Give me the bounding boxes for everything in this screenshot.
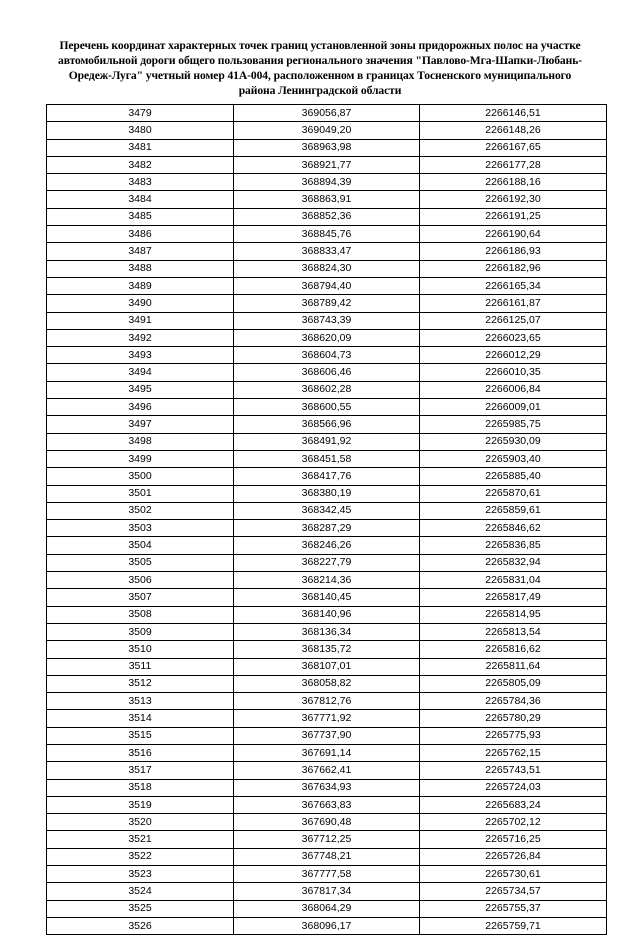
point-number-cell: 3518 [47, 779, 234, 796]
x-coordinate-cell: 368606,46 [234, 364, 420, 381]
y-coordinate-cell: 2266023,65 [420, 329, 607, 346]
y-coordinate-cell: 2265734,57 [420, 883, 607, 900]
x-coordinate-cell: 368602,28 [234, 381, 420, 398]
table-row [47, 727, 607, 744]
x-coordinate-cell: 368342,45 [234, 502, 420, 519]
y-coordinate-cell: 2265814,95 [420, 606, 607, 623]
table-row [47, 312, 607, 329]
x-coordinate-cell: 368214,36 [234, 572, 420, 589]
table-row [47, 260, 607, 277]
y-coordinate-cell: 2265716,25 [420, 831, 607, 848]
y-coordinate-cell: 2265759,71 [420, 917, 607, 934]
x-coordinate-cell: 367817,34 [234, 883, 420, 900]
table-row [47, 814, 607, 831]
point-number-cell: 3516 [47, 744, 234, 761]
table-row [47, 226, 607, 243]
table-row [47, 554, 607, 571]
table-row [47, 122, 607, 139]
x-coordinate-cell: 368894,39 [234, 174, 420, 191]
y-coordinate-cell: 2265805,09 [420, 675, 607, 692]
table-row [47, 831, 607, 848]
point-number-cell: 3512 [47, 675, 234, 692]
x-coordinate-cell: 368135,72 [234, 641, 420, 658]
point-number-cell: 3493 [47, 347, 234, 364]
point-number-cell: 3482 [47, 156, 234, 173]
coordinates-table-body [47, 105, 607, 935]
x-coordinate-cell: 368604,73 [234, 347, 420, 364]
table-row [47, 658, 607, 675]
y-coordinate-cell: 2265755,37 [420, 900, 607, 917]
y-coordinate-cell: 2266009,01 [420, 399, 607, 416]
x-coordinate-cell: 368852,36 [234, 208, 420, 225]
y-coordinate-cell: 2265683,24 [420, 796, 607, 813]
y-coordinate-cell: 2266191,25 [420, 208, 607, 225]
table-row [47, 589, 607, 606]
point-number-cell: 3501 [47, 485, 234, 502]
point-number-cell: 3500 [47, 468, 234, 485]
x-coordinate-cell: 367663,83 [234, 796, 420, 813]
document-title [40, 38, 600, 98]
y-coordinate-cell: 2266186,93 [420, 243, 607, 260]
coordinates-table [46, 104, 607, 935]
y-coordinate-cell: 2265831,04 [420, 572, 607, 589]
y-coordinate-cell: 2265859,61 [420, 502, 607, 519]
y-coordinate-cell: 2266148,26 [420, 122, 607, 139]
x-coordinate-cell: 367691,14 [234, 744, 420, 761]
y-coordinate-cell: 2265775,93 [420, 727, 607, 744]
table-row [47, 468, 607, 485]
table-row [47, 416, 607, 433]
table-row [47, 243, 607, 260]
x-coordinate-cell: 368921,77 [234, 156, 420, 173]
y-coordinate-cell: 2266190,64 [420, 226, 607, 243]
point-number-cell: 3488 [47, 260, 234, 277]
y-coordinate-cell: 2266182,96 [420, 260, 607, 277]
x-coordinate-cell: 368058,82 [234, 675, 420, 692]
x-coordinate-cell: 368833,47 [234, 243, 420, 260]
point-number-cell: 3480 [47, 122, 234, 139]
title-line: Перечень координат характерных точек границ установленной зоны придорожных полос на участке [59, 39, 581, 52]
y-coordinate-cell: 2265836,85 [420, 537, 607, 554]
x-coordinate-cell: 368789,42 [234, 295, 420, 312]
point-number-cell: 3526 [47, 917, 234, 934]
table-row [47, 641, 607, 658]
y-coordinate-cell: 2265817,49 [420, 589, 607, 606]
y-coordinate-cell: 2266010,35 [420, 364, 607, 381]
y-coordinate-cell: 2265832,94 [420, 554, 607, 571]
point-number-cell: 3503 [47, 520, 234, 537]
table-row [47, 450, 607, 467]
table-row [47, 485, 607, 502]
y-coordinate-cell: 2265985,75 [420, 416, 607, 433]
point-number-cell: 3494 [47, 364, 234, 381]
table-row [47, 433, 607, 450]
table-row [47, 537, 607, 554]
table-row [47, 883, 607, 900]
y-coordinate-cell: 2266146,51 [420, 105, 607, 122]
point-number-cell: 3513 [47, 693, 234, 710]
table-row [47, 900, 607, 917]
y-coordinate-cell: 2265903,40 [420, 450, 607, 467]
y-coordinate-cell: 2265743,51 [420, 762, 607, 779]
y-coordinate-cell: 2265726,84 [420, 848, 607, 865]
y-coordinate-cell: 2266012,29 [420, 347, 607, 364]
point-number-cell: 3483 [47, 174, 234, 191]
x-coordinate-cell: 368824,30 [234, 260, 420, 277]
point-number-cell: 3486 [47, 226, 234, 243]
y-coordinate-cell: 2265816,62 [420, 641, 607, 658]
point-number-cell: 3491 [47, 312, 234, 329]
table-row [47, 520, 607, 537]
y-coordinate-cell: 2265762,15 [420, 744, 607, 761]
table-row [47, 191, 607, 208]
point-number-cell: 3496 [47, 399, 234, 416]
point-number-cell: 3479 [47, 105, 234, 122]
point-number-cell: 3514 [47, 710, 234, 727]
x-coordinate-cell: 369049,20 [234, 122, 420, 139]
y-coordinate-cell: 2265724,03 [420, 779, 607, 796]
table-row [47, 693, 607, 710]
x-coordinate-cell: 368107,01 [234, 658, 420, 675]
point-number-cell: 3497 [47, 416, 234, 433]
point-number-cell: 3510 [47, 641, 234, 658]
title-line: района Ленинградской области [238, 84, 402, 97]
table-row [47, 917, 607, 934]
x-coordinate-cell: 368096,17 [234, 917, 420, 934]
y-coordinate-cell: 2265784,36 [420, 693, 607, 710]
x-coordinate-cell: 368600,55 [234, 399, 420, 416]
x-coordinate-cell: 368136,34 [234, 623, 420, 640]
x-coordinate-cell: 367777,58 [234, 866, 420, 883]
table-row [47, 502, 607, 519]
point-number-cell: 3505 [47, 554, 234, 571]
table-row [47, 675, 607, 692]
point-number-cell: 3504 [47, 537, 234, 554]
y-coordinate-cell: 2265780,29 [420, 710, 607, 727]
table-row [47, 347, 607, 364]
x-coordinate-cell: 368451,58 [234, 450, 420, 467]
x-coordinate-cell: 368064,29 [234, 900, 420, 917]
x-coordinate-cell: 367748,21 [234, 848, 420, 865]
point-number-cell: 3492 [47, 329, 234, 346]
point-number-cell: 3484 [47, 191, 234, 208]
table-row [47, 572, 607, 589]
y-coordinate-cell: 2266177,28 [420, 156, 607, 173]
x-coordinate-cell: 368140,96 [234, 606, 420, 623]
x-coordinate-cell: 367690,48 [234, 814, 420, 831]
point-number-cell: 3524 [47, 883, 234, 900]
y-coordinate-cell: 2265811,64 [420, 658, 607, 675]
table-row [47, 329, 607, 346]
title-line: Оредеж-Луга" учетный номер 41А-004, расположенном в границах Тосненского муниципального [68, 69, 572, 82]
y-coordinate-cell: 2266006,84 [420, 381, 607, 398]
y-coordinate-cell: 2265870,61 [420, 485, 607, 502]
point-number-cell: 3495 [47, 381, 234, 398]
point-number-cell: 3489 [47, 277, 234, 294]
x-coordinate-cell: 368287,29 [234, 520, 420, 537]
x-coordinate-cell: 369056,87 [234, 105, 420, 122]
point-number-cell: 3487 [47, 243, 234, 260]
table-row [47, 399, 607, 416]
x-coordinate-cell: 367771,92 [234, 710, 420, 727]
x-coordinate-cell: 368140,45 [234, 589, 420, 606]
table-row [47, 762, 607, 779]
point-number-cell: 3525 [47, 900, 234, 917]
point-number-cell: 3481 [47, 139, 234, 156]
point-number-cell: 3498 [47, 433, 234, 450]
x-coordinate-cell: 368417,76 [234, 468, 420, 485]
table-row [47, 277, 607, 294]
table-row [47, 866, 607, 883]
table-row [47, 295, 607, 312]
y-coordinate-cell: 2266165,34 [420, 277, 607, 294]
x-coordinate-cell: 367662,41 [234, 762, 420, 779]
table-row [47, 623, 607, 640]
table-row [47, 796, 607, 813]
point-number-cell: 3521 [47, 831, 234, 848]
table-row [47, 364, 607, 381]
x-coordinate-cell: 368743,39 [234, 312, 420, 329]
y-coordinate-cell: 2265813,54 [420, 623, 607, 640]
y-coordinate-cell: 2265846,62 [420, 520, 607, 537]
point-number-cell: 3508 [47, 606, 234, 623]
point-number-cell: 3506 [47, 572, 234, 589]
point-number-cell: 3519 [47, 796, 234, 813]
table-row [47, 744, 607, 761]
table-row [47, 779, 607, 796]
x-coordinate-cell: 368963,98 [234, 139, 420, 156]
point-number-cell: 3523 [47, 866, 234, 883]
point-number-cell: 3499 [47, 450, 234, 467]
point-number-cell: 3511 [47, 658, 234, 675]
point-number-cell: 3515 [47, 727, 234, 744]
table-row [47, 606, 607, 623]
point-number-cell: 3485 [47, 208, 234, 225]
title-line: автомобильной дороги общего пользования регионального значения "Павлово-Мга-Шапки-Любань- [58, 54, 582, 67]
y-coordinate-cell: 2265885,40 [420, 468, 607, 485]
point-number-cell: 3507 [47, 589, 234, 606]
point-number-cell: 3502 [47, 502, 234, 519]
point-number-cell: 3520 [47, 814, 234, 831]
x-coordinate-cell: 368380,19 [234, 485, 420, 502]
table-row [47, 139, 607, 156]
point-number-cell: 3490 [47, 295, 234, 312]
table-row [47, 381, 607, 398]
x-coordinate-cell: 368620,09 [234, 329, 420, 346]
x-coordinate-cell: 368227,79 [234, 554, 420, 571]
x-coordinate-cell: 368794,40 [234, 277, 420, 294]
point-number-cell: 3517 [47, 762, 234, 779]
x-coordinate-cell: 367712,25 [234, 831, 420, 848]
y-coordinate-cell: 2266192,30 [420, 191, 607, 208]
table-row [47, 848, 607, 865]
x-coordinate-cell: 368491,92 [234, 433, 420, 450]
y-coordinate-cell: 2266161,87 [420, 295, 607, 312]
y-coordinate-cell: 2266125,07 [420, 312, 607, 329]
x-coordinate-cell: 368566,96 [234, 416, 420, 433]
x-coordinate-cell: 367737,90 [234, 727, 420, 744]
y-coordinate-cell: 2265730,61 [420, 866, 607, 883]
x-coordinate-cell: 368246,26 [234, 537, 420, 554]
x-coordinate-cell: 368845,76 [234, 226, 420, 243]
table-row [47, 156, 607, 173]
x-coordinate-cell: 367634,93 [234, 779, 420, 796]
x-coordinate-cell: 367812,76 [234, 693, 420, 710]
y-coordinate-cell: 2265930,09 [420, 433, 607, 450]
y-coordinate-cell: 2266188,16 [420, 174, 607, 191]
table-row [47, 208, 607, 225]
point-number-cell: 3522 [47, 848, 234, 865]
table-row [47, 174, 607, 191]
y-coordinate-cell: 2265702,12 [420, 814, 607, 831]
table-row [47, 105, 607, 122]
x-coordinate-cell: 368863,91 [234, 191, 420, 208]
table-row [47, 710, 607, 727]
y-coordinate-cell: 2266167,65 [420, 139, 607, 156]
point-number-cell: 3509 [47, 623, 234, 640]
